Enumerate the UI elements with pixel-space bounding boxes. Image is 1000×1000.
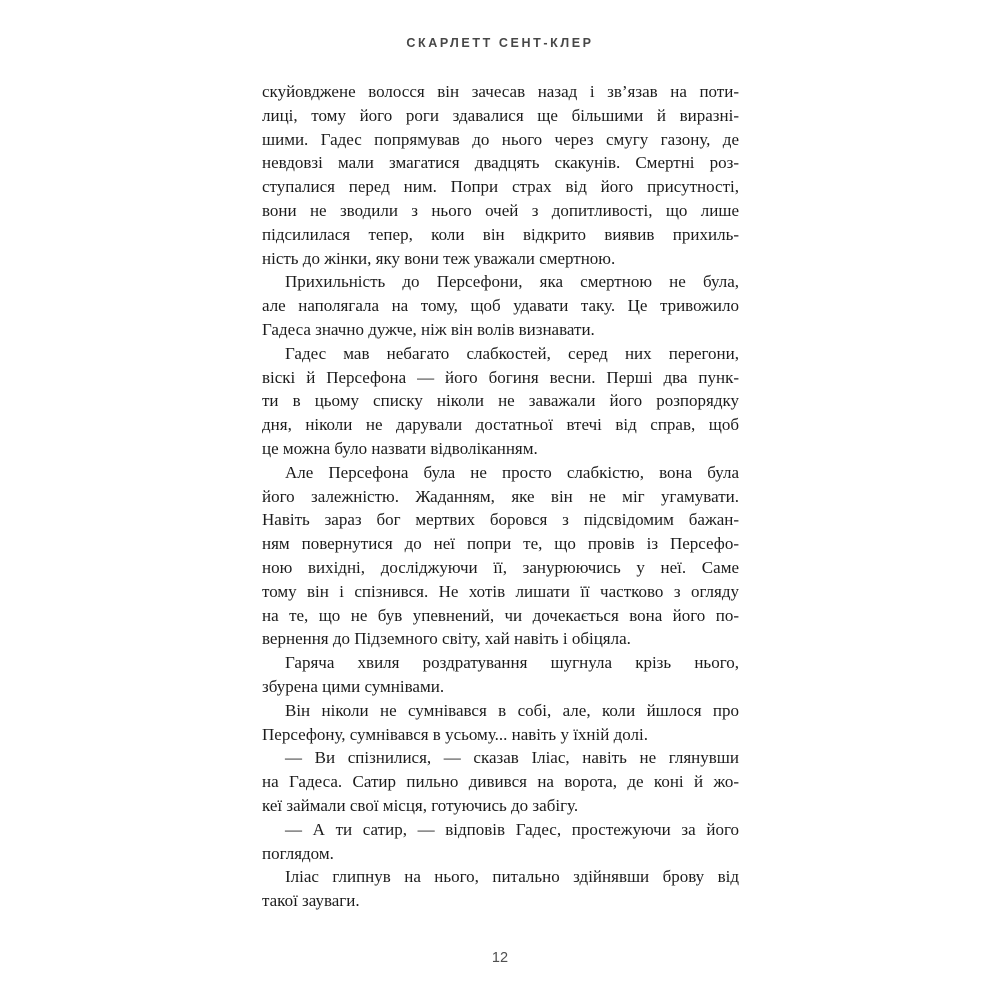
- text-line: — Ви спізнилися, — сказав Іліас, навіть не глянувши: [285, 748, 739, 768]
- text-line: це можна було назвати відволіканням.: [262, 438, 538, 458]
- text-line: віскі й Персефона — його богиня весни. Перші два пунк-: [262, 367, 739, 387]
- text-line: лиці, тому його роги здавалися ще більшими й виразні-: [262, 105, 739, 125]
- text-line: ступалися перед ним. Попри страх від його присутності,: [262, 177, 739, 197]
- text-line: ти в цьому списку ніколи не заважали його розпорядку: [262, 391, 739, 411]
- text-line: вернення до Підземного світу, хай навіть і обіцяла.: [262, 629, 631, 649]
- text-line: Але Персефона була не просто слабкістю, вона була: [285, 462, 739, 482]
- text-line: Гаряча хвиля роздратування шугнула крізь нього,: [285, 653, 739, 673]
- text-line: тому він і спізнився. Не хотів лишати її частково з огляду: [262, 581, 739, 601]
- text-line: Він ніколи не сумнівався в собі, але, коли йшлося про: [285, 700, 739, 720]
- text-line: ням повернутися до неї попри те, що провів із Персефо-: [262, 534, 739, 554]
- text-line: але наполягала на тому, щоб удавати таку. Це тривожило: [262, 296, 739, 316]
- text-line: шими. Гадес попрямував до нього через смугу газону, де: [262, 129, 739, 149]
- text-line: Навіть зараз бог мертвих боровся з підсвідомим бажан-: [262, 510, 739, 530]
- text-line: Персефону, сумнівався в усьому... навіть у їхній долі.: [262, 724, 648, 744]
- text-line: — А ти сатир, — відповів Гадес, простежуючи за його: [285, 819, 739, 839]
- text-line: Іліас глипнув на нього, питально здійнявши брову від: [285, 867, 739, 887]
- text-line: Гадеса значно дужче, ніж він волів визнавати.: [262, 319, 595, 339]
- text-line: ність до жінки, яку вони теж уважали смертною.: [262, 248, 616, 268]
- text-line: Прихильність до Персефони, яка смертною не була,: [285, 272, 739, 292]
- text-line: на те, що не був упевнений, чи дочекається вона його по-: [262, 605, 739, 625]
- text-line: дня, ніколи не дарували достатньої втечі від справ, щоб: [262, 415, 739, 435]
- running-header: СКАРЛЕТТ СЕНТ-КЛЕР: [406, 36, 594, 50]
- text-line: Гадес мав небагато слабкостей, серед них перегони,: [285, 343, 739, 363]
- text-line: підсилилася тепер, коли він відкрито виявив прихиль-: [262, 224, 739, 244]
- text-line: поглядом.: [262, 843, 334, 863]
- body-text: [262, 80, 739, 913]
- text-line: скуйовджене волосся він зачесав назад і зв’язав на поти-: [262, 82, 739, 101]
- text-line: на Гадеса. Сатир пильно дивився на ворота, де коні й жо-: [262, 772, 739, 792]
- text-line: вони не зводили з нього очей з допитливості, що лише: [262, 200, 739, 220]
- text-line: збурена цими сумнівами.: [262, 676, 445, 696]
- text-line: його залежністю. Жаданням, яке він не міг угамувати.: [262, 486, 739, 506]
- text-line: ною вихідні, досліджуючи її, занурюючись у неї. Саме: [262, 557, 739, 577]
- text-line: такої зауваги.: [262, 891, 360, 911]
- text-line: кеї займали свої місця, готуючись до забігу.: [262, 795, 579, 815]
- text-line: невдовзі мали змагатися двадцять скакунів. Смертні роз-: [262, 153, 739, 173]
- page-number: 12: [491, 950, 509, 966]
